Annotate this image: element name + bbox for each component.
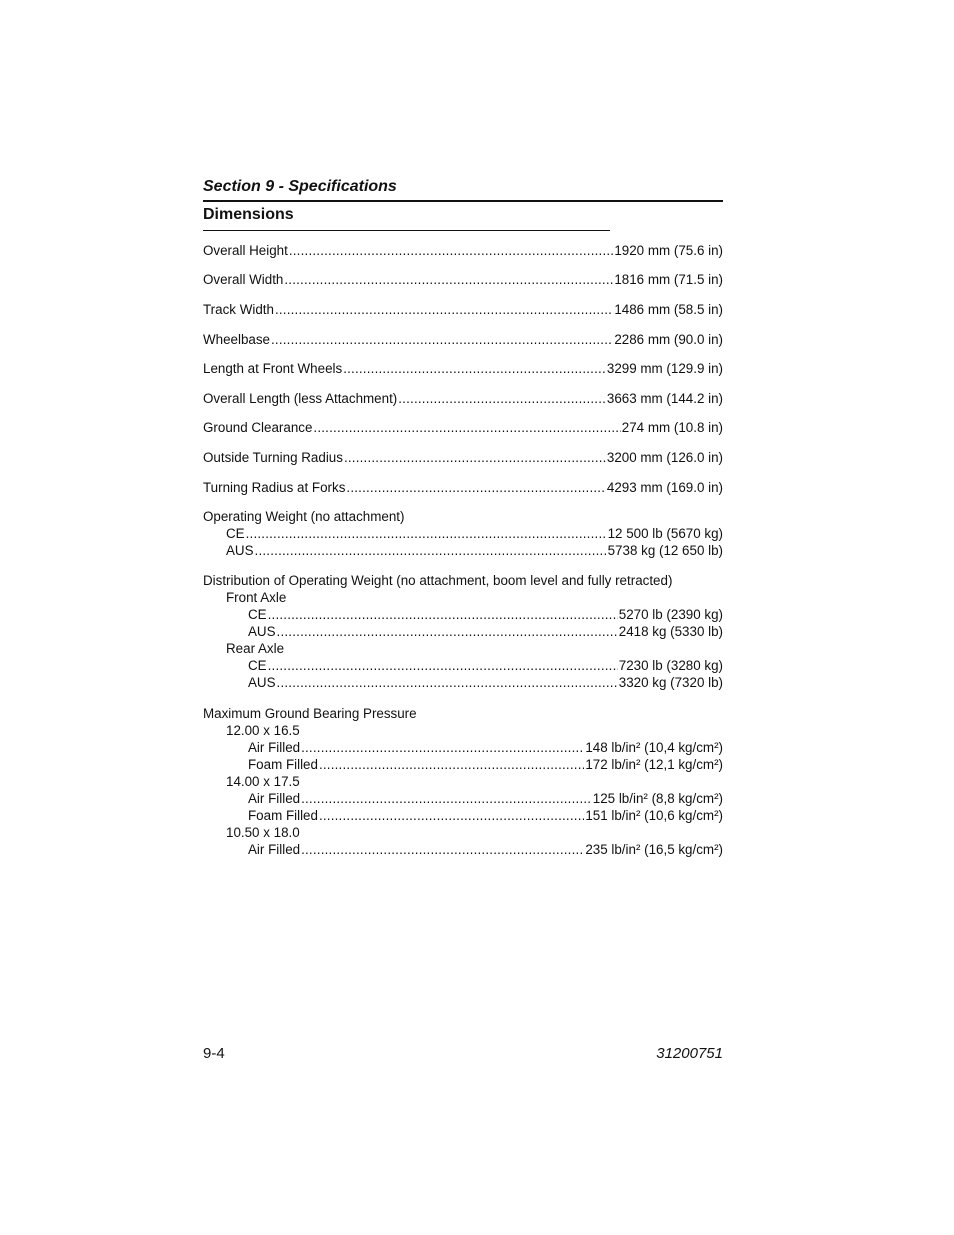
subheading-rule — [203, 230, 610, 231]
spec-value: 274 mm (10.8 in) — [621, 420, 723, 435]
ground-pressure-title: Maximum Ground Bearing Pressure — [203, 706, 417, 721]
spec-value: 3200 mm (126.0 in) — [606, 450, 723, 465]
leader-dots — [301, 739, 584, 756]
tire-size-label: 12.00 x 16.5 — [226, 723, 300, 738]
leader-dots — [343, 360, 606, 377]
spec-label: AUS — [226, 543, 254, 558]
leader-dots — [301, 790, 592, 807]
document-number: 31200751 — [656, 1045, 723, 1062]
leader-dots — [301, 841, 584, 858]
spec-label: CE — [248, 658, 267, 673]
leader-dots — [246, 525, 607, 542]
leader-dots — [268, 657, 618, 674]
distribution-title: Distribution of Operating Weight (no attachment, boom level and fully retracted) — [203, 573, 673, 588]
spec-label: Air Filled — [248, 791, 301, 806]
leader-dots — [289, 242, 613, 259]
spec-turning-radius-forks — [203, 479, 723, 496]
distribution-block — [203, 572, 723, 691]
spec-value: 235 lb/in² (16,5 kg/cm²) — [585, 842, 723, 857]
leader-dots — [277, 623, 618, 640]
leader-dots — [277, 674, 618, 691]
spec-value: 1816 mm (71.5 in) — [614, 272, 723, 287]
spec-value: 12 500 lb (5670 kg) — [607, 526, 723, 541]
spec-label: Air Filled — [248, 842, 301, 857]
ground-pressure-block — [203, 705, 723, 858]
tire-size-label: 10.50 x 18.0 — [226, 825, 300, 840]
spec-value: 151 lb/in² (10,6 kg/cm²) — [585, 808, 723, 823]
leader-dots — [275, 301, 613, 318]
spec-value: 3663 mm (144.2 in) — [606, 391, 723, 406]
spec-overall-length — [203, 390, 723, 407]
spec-overall-width — [203, 271, 723, 288]
spec-label: CE — [226, 526, 245, 541]
spec-value: 2286 mm (90.0 in) — [614, 332, 723, 347]
leader-dots — [255, 542, 607, 559]
leader-dots — [346, 479, 605, 496]
tire-size-label: 14.00 x 17.5 — [226, 774, 300, 789]
spec-value: 5738 kg (12 650 lb) — [607, 543, 723, 558]
leader-dots — [313, 419, 620, 436]
leader-dots — [398, 390, 606, 407]
spec-label: Air Filled — [248, 740, 301, 755]
spec-value: 172 lb/in² (12,1 kg/cm²) — [585, 757, 723, 772]
spec-label: Foam Filled — [248, 757, 318, 772]
spec-track-width — [203, 301, 723, 318]
spec-value: 5270 lb (2390 kg) — [618, 607, 723, 622]
spec-label: Turning Radius at Forks — [203, 480, 346, 495]
spec-wheelbase — [203, 331, 723, 348]
spec-value: 2418 kg (5330 lb) — [618, 624, 723, 639]
spec-label: Overall Height — [203, 243, 288, 258]
spec-value: 3320 kg (7320 lb) — [618, 675, 723, 690]
spec-overall-height — [203, 242, 723, 259]
section-header: Section 9 - Specifications — [203, 178, 397, 195]
leader-dots — [268, 606, 618, 623]
spec-label: Wheelbase — [203, 332, 270, 347]
spec-length-front-wheels — [203, 360, 723, 377]
spec-label: Length at Front Wheels — [203, 361, 343, 376]
leader-dots — [319, 807, 584, 824]
leader-dots — [284, 271, 613, 288]
spec-label: CE — [248, 607, 267, 622]
page-number: 9-4 — [203, 1045, 225, 1062]
rear-axle-label: Rear Axle — [226, 641, 285, 656]
spec-value: 1486 mm (58.5 in) — [614, 302, 723, 317]
operating-weight-title: Operating Weight (no attachment) — [203, 509, 405, 524]
section-rule — [203, 200, 723, 202]
leader-dots — [271, 331, 613, 348]
front-axle-label: Front Axle — [226, 590, 287, 605]
spec-value: 7230 lb (3280 kg) — [618, 658, 723, 673]
spec-label: Track Width — [203, 302, 274, 317]
spec-label: AUS — [248, 675, 276, 690]
spec-value: 4293 mm (169.0 in) — [606, 480, 723, 495]
spec-ground-clearance — [203, 419, 723, 436]
spec-value: 1920 mm (75.6 in) — [614, 243, 723, 258]
spec-value: 125 lb/in² (8,8 kg/cm²) — [592, 791, 723, 806]
spec-label: Foam Filled — [248, 808, 318, 823]
spec-label: Overall Width — [203, 272, 284, 287]
spec-label: Overall Length (less Attachment) — [203, 391, 398, 406]
leader-dots — [319, 756, 584, 773]
spec-outside-turning-radius — [203, 449, 723, 466]
spec-label: AUS — [248, 624, 276, 639]
spec-value: 3299 mm (129.9 in) — [606, 361, 723, 376]
subheading-dimensions: Dimensions — [203, 206, 294, 223]
operating-weight-block — [203, 508, 723, 559]
document-page — [203, 0, 723, 1235]
leader-dots — [344, 449, 606, 466]
spec-value: 148 lb/in² (10,4 kg/cm²) — [585, 740, 723, 755]
spec-label: Outside Turning Radius — [203, 450, 343, 465]
spec-label: Ground Clearance — [203, 420, 313, 435]
